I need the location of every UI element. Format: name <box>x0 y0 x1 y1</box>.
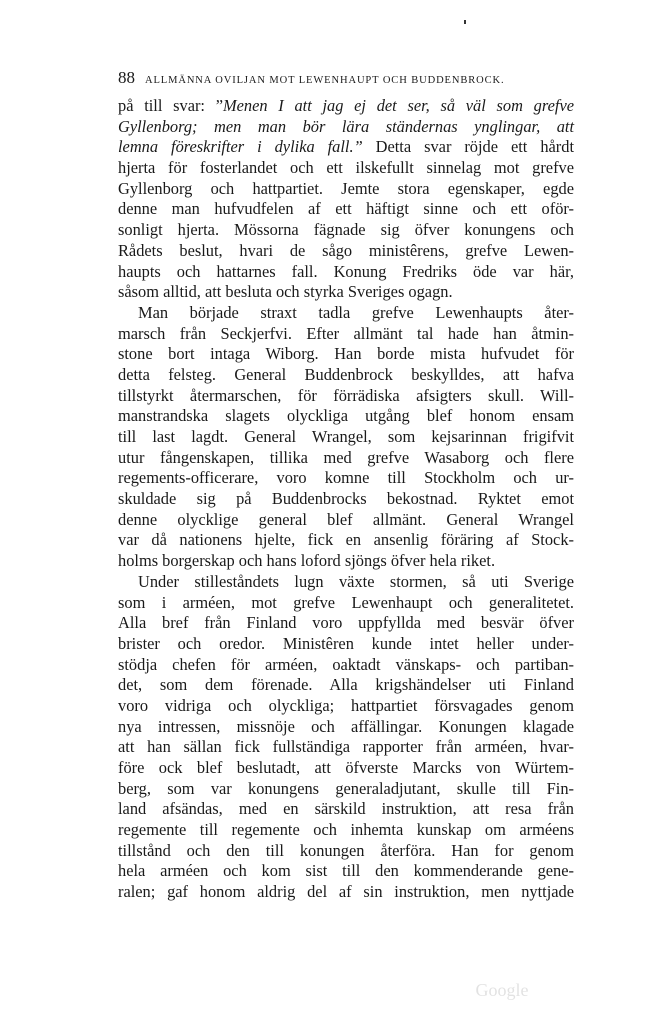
page-header <box>118 68 578 90</box>
text-line: Alla bref från Finland voro uppfyllda med besvär öfver <box>118 613 574 633</box>
text-line: nya intressen, missnöje och affällingar. Konungen klagade <box>118 716 574 736</box>
text-line: voro vidriga och olyckliga; hattpartiet försvagades genom <box>118 695 574 715</box>
text-line: Man började straxt tadla grefve Lewenhaupts åter- <box>138 302 574 322</box>
text-line: skuldade sig på Buddenbrocks bekostnad. Ryktet emot <box>118 489 574 509</box>
text-line <box>118 96 574 117</box>
text-line: före ock blef beslutadt, att öfverste Marcks von Würtem- <box>118 758 574 777</box>
text-line: tillstyrkt återmarschen, för förrädiska afsigters skull. Will- <box>118 385 574 405</box>
text-line: som i arméen, mot grefve Lewenhaupt och generalitetet. <box>118 592 574 612</box>
text-line: denne olycklige general blef allmänt. General Wrangel <box>118 509 574 529</box>
text-line: det, som dem förenade. Alla krigshändelser uti Finland <box>118 675 574 695</box>
text-line: ralen; gaf honom aldrig del af sin instruktion, men nyttjade <box>118 882 574 902</box>
text-line: regements-officerare, voro komne till Stockholm och ur- <box>118 468 574 488</box>
text-line: regemente till regemente och inhemta kunskap om arméens <box>118 820 574 840</box>
text-line: såsom alltid, att besluta och styrka Sveriges ogagn. <box>118 282 453 302</box>
text-line: brister och oredor. Ministêren kunde intet heller under- <box>118 633 574 653</box>
text-line: haupts och hattarnes fall. Konung Fredriks öde var här, <box>118 261 574 281</box>
text-line: hjerta för fosterlandet och ett ilskefullt sinnelag mot grefve <box>118 158 574 178</box>
running-title: ALLMÄNNA OVILJAN MOT LEWENHAUPT OCH BUDDENBROCK. <box>145 75 505 86</box>
text-line: berg, som var konungens generaladjutant, skulle till Fin- <box>118 778 574 798</box>
text-line: till last lagdt. General Wrangel, som kejsarinnan frigifvit <box>118 427 574 446</box>
body-text <box>118 96 574 903</box>
text-line: manstrandska slagets olyckliga utgång blef honom ensam <box>118 406 574 426</box>
text-line: marsch från Seckjerfvi. Efter allmänt tal hade han åtmin- <box>118 323 574 343</box>
text-line: land afsändas, med en särskild instruktion, att resa från <box>118 799 574 819</box>
print-speck <box>464 20 466 24</box>
text-line: utur fångenskapen, tillika med grefve Wasaborg och flere <box>118 447 574 467</box>
text-line: var då nationens hjelte, fick en ansenlig föräring af Stock- <box>118 530 574 550</box>
text-line: lemna föreskrifter i dylika fall.” Detta svar röjde ett hårdt <box>118 137 574 157</box>
text-line: Gyllenborg; men man bör lära ständernas ynglingar, att <box>118 116 574 136</box>
text-line: tillstånd och den till konungen återföra. Han for genom <box>118 840 574 860</box>
text-line: holms borgerskap och hans loford sjöngs öfver hela riket. <box>118 551 496 571</box>
text-line: Under stilleståndets lugn växte stormen, så uti Sverige <box>138 571 574 591</box>
text-line: sonligt hjerta. Mössorna fägnade sig öfver konungens och <box>118 220 574 240</box>
text-line: att han sällan fick fullständiga rapporter från arméen, hvar- <box>118 737 574 757</box>
text-line: denne man hufvudfelen af ett häftigt sinne och ett oför- <box>118 199 574 219</box>
text-line: stödja chefen för arméen, oaktadt vänskaps- och partiban- <box>118 654 574 674</box>
text-line: detta felsteg. General Buddenbrock beskylldes, att hafva <box>118 364 574 384</box>
text-line: Gyllenborg och hattpartiet. Jemte stora egenskaper, egde <box>118 178 574 198</box>
watermark-text: Google <box>475 980 529 1000</box>
text-line: stone bort intaga Wiborg. Han borde mista hufvudet för <box>118 344 574 364</box>
page-number: 88 <box>118 68 135 87</box>
text-line-1a: på till svar: ”Menen I att jag ej det ser, så väl som grefve <box>118 96 574 115</box>
text-line: hela arméen och kom sist till den kommenderande gene- <box>118 861 574 881</box>
google-watermark-icon <box>440 975 564 1005</box>
text-line: Rådets beslut, hvari de sågo ministêrens, grefve Lewen- <box>118 240 574 260</box>
